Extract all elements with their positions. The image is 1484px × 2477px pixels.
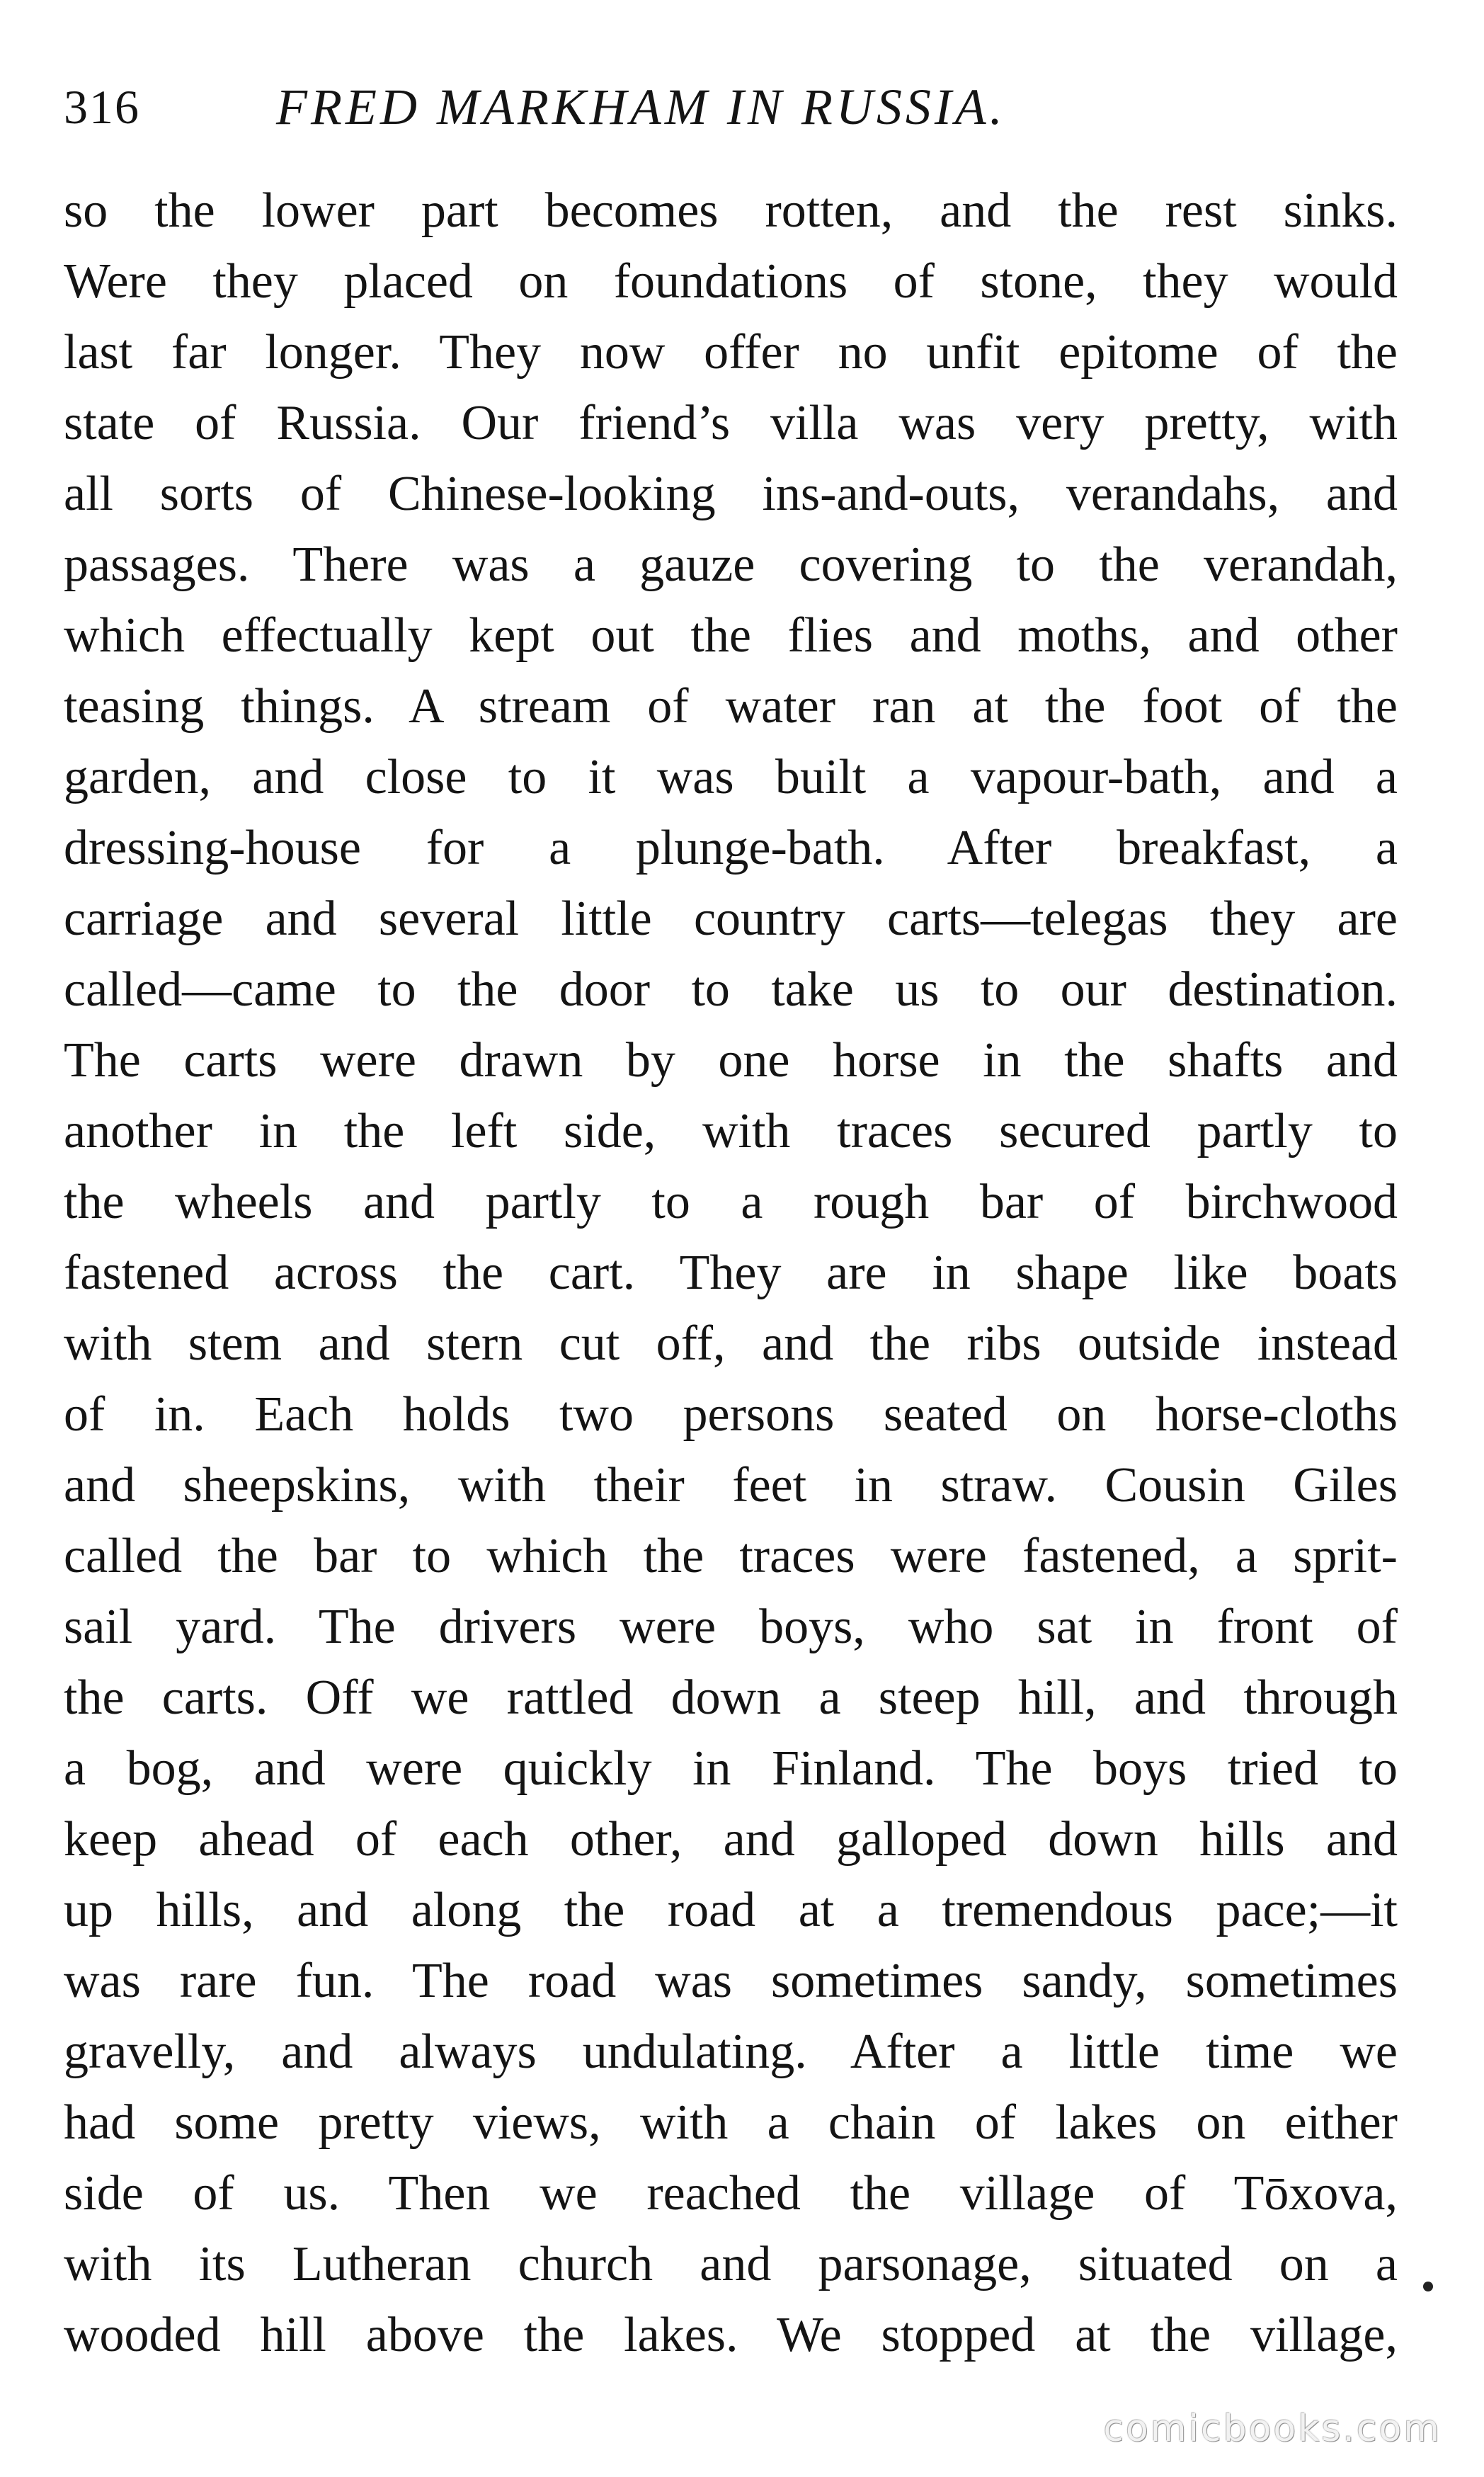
text-line: garden, and close to it was built a vapour-bath, and a — [64, 750, 1398, 804]
text-line: fastened across the cart. They are in shape like boats — [64, 1246, 1398, 1300]
text-line: Were they placed on foundations of stone, they would — [64, 254, 1398, 309]
text-line: passages. There was a gauze covering to the verandah, — [64, 537, 1398, 592]
page-number: 316 — [64, 80, 140, 134]
body-text — [64, 176, 1398, 2371]
text-line: keep ahead of each other, and galloped down hills and — [64, 1812, 1398, 1867]
margin-mark — [1423, 2282, 1433, 2291]
page-header — [64, 68, 1409, 146]
text-line: which effectually kept out the flies and moths, and other — [64, 608, 1398, 663]
text-line: and sheepskins, with their feet in straw. Cousin Giles — [64, 1458, 1398, 1513]
text-line: dressing-house for a plunge-bath. After breakfast, a — [64, 821, 1398, 875]
text-line: another in the left side, with traces secured partly to — [64, 1104, 1398, 1158]
text-line: called—came to the door to take us to our destination. — [64, 962, 1398, 1017]
text-line: had some pretty views, with a chain of lakes on either — [64, 2095, 1398, 2150]
text-line: teasing things. A stream of water ran at the foot of the — [64, 679, 1398, 734]
watermark: comicbooks.com — [1103, 2408, 1442, 2450]
text-line: up hills, and along the road at a tremendous pace;—it — [64, 1883, 1398, 1937]
text-line: called the bar to which the traces were fastened, a sprit- — [64, 1529, 1398, 1583]
text-line: The carts were drawn by one horse in the shafts and — [64, 1033, 1398, 1088]
text-line: was rare fun. The road was sometimes sandy, sometimes — [64, 1954, 1398, 2008]
text-line: the carts. Off we rattled down a steep hill, and through — [64, 1670, 1398, 1725]
text-line: wooded hill above the lakes. We stopped at the village, — [64, 2308, 1398, 2362]
text-line: with its Lutheran church and parsonage, situated on a — [64, 2237, 1398, 2291]
text-line: last far longer. They now offer no unfit epitome of the — [64, 325, 1398, 380]
text-line: with stem and stern cut off, and the ribs outside instead — [64, 1316, 1398, 1371]
text-line: so the lower part becomes rotten, and the rest sinks. — [64, 183, 1398, 238]
text-line: state of Russia. Our friend’s villa was very pretty, with — [64, 396, 1398, 450]
text-line: the wheels and partly to a rough bar of birchwood — [64, 1175, 1398, 1229]
text-line: a bog, and were quickly in Finland. The boys tried to — [64, 1741, 1398, 1796]
text-line: all sorts of Chinese-looking ins-and-outs, verandahs, and — [64, 467, 1398, 521]
text-line: carriage and several little country carts—telegas they are — [64, 892, 1398, 946]
text-line: side of us. Then we reached the village of Tōxova, — [64, 2166, 1398, 2221]
text-line: sail yard. The drivers were boys, who sat in front of — [64, 1600, 1398, 1654]
text-line: gravelly, and always undulating. After a little time we — [64, 2025, 1398, 2079]
text-line: of in. Each holds two persons seated on horse-cloths — [64, 1387, 1398, 1442]
running-title: FRED MARKHAM IN RUSSIA. — [276, 79, 1006, 135]
